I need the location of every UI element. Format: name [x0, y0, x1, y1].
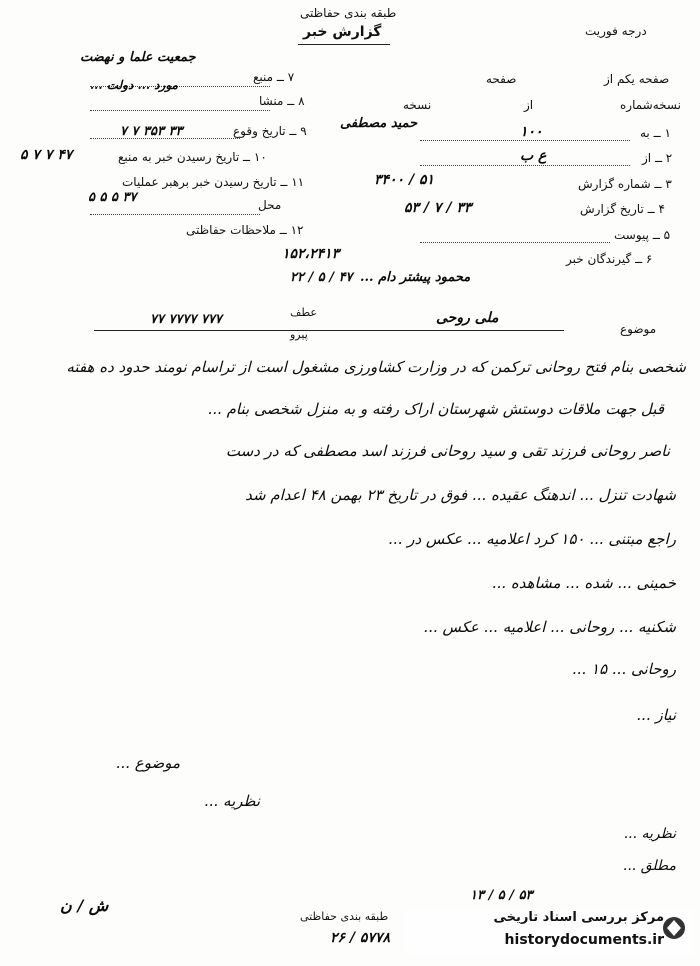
- hw-from-value: ع ب: [520, 148, 547, 164]
- body-line: شهادت تنزل ... اندهنگ عقیده ... فوق در تاریخ ۲۳ بهمن ۴۸ اعدام شد: [245, 486, 676, 504]
- body-line: نظریه ...: [623, 826, 676, 842]
- field-recipients: ۶ ــ گیرندگان خبر: [566, 252, 653, 266]
- field-of: از: [524, 98, 534, 112]
- footer-classification: طبقه بندی حفاظتی: [300, 910, 389, 923]
- field-from: ۲ ــ از: [642, 151, 673, 165]
- dotline-attachment: [420, 242, 610, 243]
- signature-scribble: ش / ن: [60, 896, 109, 915]
- body-line: راجع مبتنی ... ۱۵۰ کرد اعلامیه ... عکس در ...: [388, 530, 676, 548]
- hw-bottom-ref: ۵۷۷۸ / ۲۶: [330, 930, 390, 946]
- dotline-from: [420, 165, 630, 166]
- field-ops-date: ۱۱ ــ تاریخ رسیدن خبر برهبر عملیات: [122, 175, 305, 189]
- body-line: قبل جهت ملاقات دوستش شهرستان اراک رفته و به منزل شخصی بنام ...: [207, 400, 664, 418]
- hw-to-value: ۱۰۰: [520, 124, 543, 140]
- hw-top-scribble-2: مورد ... دولت ...: [90, 78, 178, 92]
- watermark: [404, 908, 694, 956]
- body-line: نظریه ...: [203, 792, 260, 810]
- hw-place: ۳۷ ۵ ۵ ۵: [88, 190, 137, 205]
- subject-rule: [94, 330, 564, 331]
- dotline-to: [420, 140, 630, 141]
- body-line: مطلق ...: [622, 858, 676, 874]
- body-line: روحانی ... ۱۵ ...: [571, 660, 676, 678]
- subject-value: ملی روحی: [436, 310, 499, 326]
- hw-origin-note: حمید مصطفی: [340, 116, 418, 131]
- field-page: صفحه یکم از: [604, 72, 670, 86]
- dotline-origin: [90, 110, 270, 111]
- field-event-date: ۹ ــ تاریخ وقوع: [233, 124, 307, 138]
- hw-report-no: ۵۱ / ۳۴۰۰: [374, 172, 434, 188]
- form-title: گزارش خبر: [303, 24, 382, 40]
- field-page2: صفحه: [486, 72, 517, 86]
- body-line: خمینی ... شده ... مشاهده ...: [491, 574, 676, 592]
- watermark-text-en: historydocuments.ir: [504, 932, 664, 948]
- dotline-place: [90, 214, 260, 215]
- body-line: نیاز ...: [636, 706, 676, 724]
- body-line: شکنیه ... روحانی ... اعلامیه ... عکس ...: [423, 618, 676, 636]
- hw-report-date: ۳۳ / ۷ / ۵۳: [404, 200, 472, 216]
- classification-label: طبقه بندی حفاظتی: [300, 6, 397, 20]
- body-line: موضوع ...: [115, 754, 180, 772]
- field-to: ۱ ــ به: [640, 126, 671, 140]
- urgency-label: درجه فوریت: [585, 24, 647, 38]
- hw-bottom-date: ۵۳ / ۵ / ۱۳: [470, 888, 533, 903]
- hw-recipients: ۱۵۲،۲۴۱۳: [282, 246, 340, 262]
- field-origin: ۸ ــ منشا: [259, 94, 305, 108]
- hw-top-scribble: جمعیت علما و نهضت: [80, 50, 196, 65]
- ref-label-top: عطف: [290, 306, 317, 319]
- field-receipt-date: ۱۰ ــ تاریخ رسیدن خبر به منبع: [118, 150, 267, 164]
- field-remarks: ۱۲ ــ ملاحظات حفاظتی: [186, 223, 304, 237]
- body-line: شخصی بنام فتح روحانی ترکمن که در وزارت کشاورزی مشغول است از تراسام نومند حدود ده هفته: [66, 358, 686, 376]
- hw-recipients-date: ۴۷ / ۵ / ۲۲: [290, 270, 353, 285]
- field-place: محل: [258, 198, 282, 212]
- watermark-text-fa: مرکز بررسی اسناد تاریخی: [493, 910, 664, 925]
- hw-recipients-note: محمود پیشتر دام ...: [360, 270, 471, 285]
- hw-receipt-date: ۴۷ ۷ ۷ ۵: [20, 147, 73, 163]
- field-copy-no: نسخه‌شماره: [620, 98, 681, 112]
- field-report-no: ۳ ــ شماره گزارش: [578, 177, 672, 191]
- field-source: ۷ ــ منبع: [253, 70, 295, 84]
- body-line: ناصر روحانی فرزند تقی و سید روحانی فرزند اسد مصطفی که در دست: [225, 442, 670, 460]
- field-report-date: ۴ ــ تاریخ گزارش: [580, 202, 665, 216]
- hw-event-date: ۳۳ ۳۵۳ ۷ ۷: [120, 124, 183, 139]
- field-attachment: ۵ ــ پیوست: [614, 228, 671, 242]
- field-copy: نسخه: [403, 98, 432, 112]
- ref-label-bottom: پیرو: [290, 328, 308, 341]
- hw-ref-value: ۷۷۷ ۷۷۷۷ ۷۷: [150, 312, 222, 327]
- title-underline: [298, 44, 390, 45]
- subject-label: موضوع: [620, 322, 657, 336]
